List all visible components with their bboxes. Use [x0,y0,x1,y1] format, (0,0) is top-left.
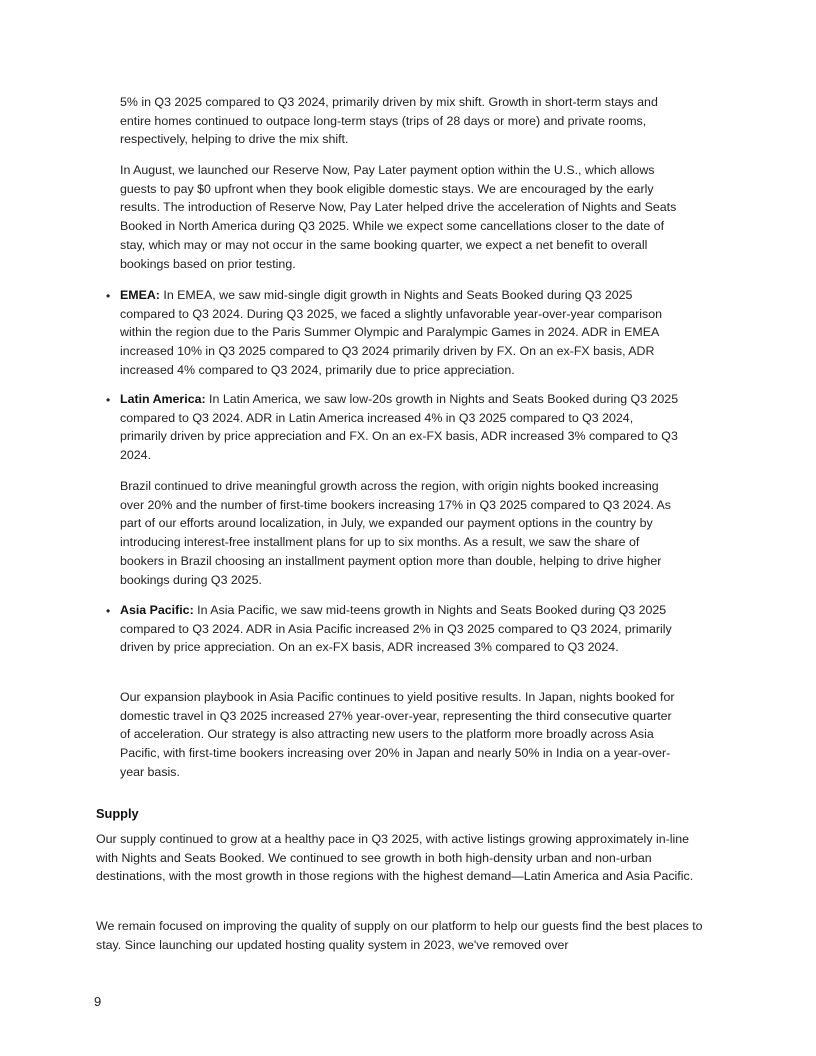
paragraph-supply-quality: We remain focused on improving the quality of supply on our platform to help our guests find the best places to stay. Since launching our updated hosting quality system in 2023, we've removed over [96,919,703,952]
emea-text: In EMEA, we saw mid-single digit growth in Nights and Seats Booked during Q3 2025 compared to Q3 2024. During Q3 2025, we faced a slightly unfavorable year-over-year comparison within the region due to the Paris Summer Olympic and Paralympic Games in 2024. ADR in EMEA increased 10% in Q3 2025 compared to Q3 2024 primarily driven by FX. On an ex-FX basis, ADR increased 4% compared to Q3 2024, primarily due to price appreciation. [120,288,663,377]
bullet-marker: • [106,289,111,303]
paragraph-reserve-now: In August, we launched our Reserve Now, Pay Later payment option within the U.S., which allows guests to pay $0 upfront when they book eligible domestic stays. We are encouraged by the early results. The introduction of Reserve Now, Pay Later helped drive the acceleration of Nights and Seats Booked in North America during Q3 2025. While we expect some cancellations closer to the date of stay, which may or may not occur in the same booking quarter, we expect a net benefit to overall bookings based on prior testing. [120,163,677,271]
paragraph-expansion-playbook: Our expansion playbook in Asia Pacific continues to yield positive results. In Japan, nights booked for domestic travel in Q3 2025 increased 27% year-over-year, representing the third consecutive quarter of acceleration. Our strategy is also attracting new users to the platform more broadly across Asia Pacific, with first-time bookers increasing over 20% in Japan and nearly 50% in India on a year-over-year basis. [120,690,675,779]
paragraph-asia-pacific [120,601,680,657]
apac-label: Asia Pacific: [120,603,194,617]
apac-text: In Asia Pacific, we saw mid-teens growth in Nights and Seats Booked during Q3 2025 compared to Q3 2024. ADR in Asia Pacific increased 2% in Q3 2025 compared to Q3 2024, primarily driven by price appreciation. On an ex-FX basis, ADR increased 3% compared to Q3 2024. [120,603,672,655]
paragraph-mix-shift: 5% in Q3 2025 compared to Q3 2024, primarily driven by mix shift. Growth in short-term stays and entire homes continued to outpace long-term stays (trips of 28 days or more) and private rooms, respectively, helping to drive the mix shift. [120,95,658,147]
bullet-marker: • [106,604,111,618]
paragraph-brazil: Brazil continued to drive meaningful growth across the region, with origin nights booked increasing over 20% and the number of first-time bookers increasing 17% in Q3 2025 compared to Q3 2024. As part of our efforts around localization, in July, we expanded our payment options in the country by introducing interest-free installment plans for up to six months. As a result, we saw the share of bookers in Brazil choosing an installment payment option more than double, helping to drive higher bookings during Q3 2025. [120,479,672,587]
paragraph-supply-growth: Our supply continued to grow at a healthy pace in Q3 2025, with active listings growing approximately in-line with Nights and Seats Booked. We continued to see growth in both high-density urban and non-urban destinations, with the most growth in those regions with the highest demand—Latin America and Asia Pacific. [96,832,694,884]
paragraph-latin-america [120,390,680,465]
paragraph-emea [120,286,680,380]
page-number: 9 [94,994,102,1009]
supply-heading: Supply [96,806,139,821]
latam-text: In Latin America, we saw low-20s growth in Nights and Seats Booked during Q3 2025 compared to Q3 2024. ADR in Latin America increased 4% in Q3 2025 compared to Q3 2024, primarily driven by price appreciation and FX. On an ex-FX basis, ADR increased 3% compared to Q3 2024. [120,392,679,463]
bullet-marker: • [106,393,111,407]
emea-label: EMEA: [120,288,160,302]
latam-label: Latin America: [120,392,206,406]
